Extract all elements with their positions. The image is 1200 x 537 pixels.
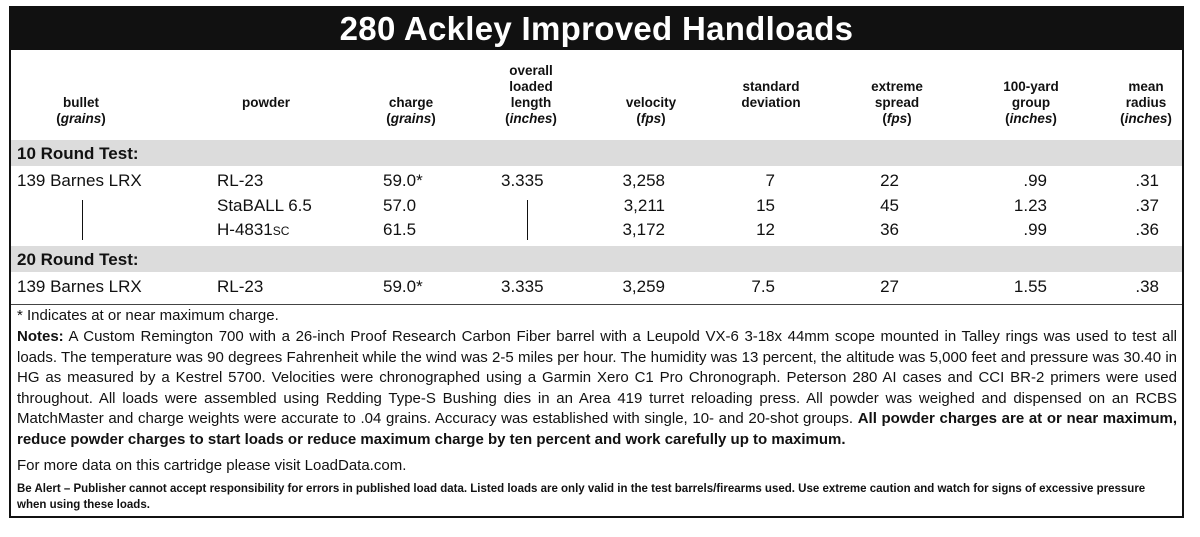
ditto-line-bullet (82, 200, 83, 240)
cell-velocity: 3,211 (623, 196, 665, 215)
notes-warning: All powder charges are at or near maximum, reduce powder charges to start loads or reduce maximum charge by ten percent and work carefully up to maximum. (17, 410, 1177, 448)
cell-group: 1.23 (1013, 196, 1047, 215)
more-data-link-text: For more data on this cartridge please visit LoadData.com. (17, 457, 407, 474)
table-title: 280 Ackley Improved Handloads (11, 8, 1182, 50)
publisher-alert: Be Alert – Publisher cannot accept responsibility for errors in published load data. Listed loads are only valid in the test barrels/firearms used. Use extreme caution and watch for signs of excessive pressure when using these loads. (17, 483, 1146, 511)
notes-label: Notes: (17, 328, 64, 345)
cell-sd: 7 (765, 171, 775, 190)
powder-suffix: SC (272, 224, 290, 238)
header-bullet: bullet (grains) (56, 95, 106, 126)
cell-bullet: 139 Barnes LRX (17, 171, 142, 190)
notes-text: A Custom Remington 700 with a 26-inch Proof Research Carbon Fiber barrel with a Leupold VX-6 3-18x 44mm scope mounted in Talley rings was used to test all loads. The temperature was 90 degrees Fahrenheit while the wind was 2-5 miles per hour. The humidity was 13 percent, the altitude was 5,000 feet and pressure was 30.40 in HG as measured by a Kestrel 5700. Velocities were chronographed using a Garmin Xero C1 Pro Chronograph. Peterson 280 AI cases and CCI BR-2 primers were used throughout. All loads were assembled using Redding Type-S Bushing dies in an Area 419 turret reloading press. All powder was weighed and dispensed on an RCBS MatchMaster and charge weights were accurate to .04 grains. Accuracy was established with single, 10- and 20-shot groups. (17, 328, 1177, 427)
cell-group: .99 (1023, 171, 1047, 190)
cell-es: 36 (880, 220, 899, 239)
cell-powder: H-4831SC (217, 220, 290, 239)
cell-mean-radius: .36 (1135, 220, 1159, 239)
cell-charge: 59.0* (383, 277, 423, 296)
cell-es: 22 (880, 171, 899, 190)
header-overall-loaded-length: overall loaded length (inches) (505, 63, 557, 126)
cell-group: 1.55 (1013, 277, 1047, 296)
header-100-yard-group: 100-yard group (inches) (1003, 79, 1059, 126)
cell-powder: RL-23 (217, 277, 264, 296)
cell-powder: RL-23 (217, 171, 264, 190)
header-standard-deviation: standard deviation (741, 79, 801, 110)
cell-oal: 3.335 (501, 171, 544, 190)
cell-velocity: 3,259 (622, 277, 665, 296)
footnote: * Indicates at or near maximum charge. (17, 307, 279, 324)
section-label-20-round: 20 Round Test: (17, 250, 139, 269)
cell-mean-radius: .38 (1135, 277, 1159, 296)
header-powder: powder (241, 95, 290, 110)
header-velocity: velocity (fps) (625, 95, 677, 126)
cell-powder: StaBALL 6.5 (217, 196, 312, 215)
cell-sd: 12 (756, 220, 775, 239)
cell-mean-radius: .31 (1135, 171, 1159, 190)
header-extreme-spread: extreme spread (fps) (871, 79, 923, 126)
cell-charge: 59.0* (383, 171, 423, 190)
cell-velocity: 3,172 (622, 220, 665, 239)
cell-oal: 3.335 (501, 277, 544, 296)
cell-es: 27 (880, 277, 899, 296)
cell-charge: 57.0 (383, 196, 417, 215)
ditto-line-oal (527, 200, 528, 240)
cell-sd: 15 (756, 196, 775, 215)
cell-bullet: 139 Barnes LRX (17, 277, 142, 296)
header-mean-radius: mean radius (inches) (1120, 79, 1172, 126)
cell-velocity: 3,258 (622, 171, 665, 190)
notes-paragraph (17, 327, 1177, 450)
table-divider (11, 304, 1182, 305)
section-label-10-round: 10 Round Test: (17, 144, 139, 163)
cell-sd: 7.5 (751, 277, 775, 296)
section-band-10-round (11, 140, 1182, 166)
load-data-table (9, 6, 1184, 518)
header-charge: charge (grains) (386, 95, 436, 126)
cell-charge: 61.5 (383, 220, 417, 239)
cell-group: .99 (1023, 220, 1047, 239)
cell-mean-radius: .37 (1135, 196, 1159, 215)
cell-es: 45 (880, 196, 899, 215)
section-band-20-round (11, 246, 1182, 272)
